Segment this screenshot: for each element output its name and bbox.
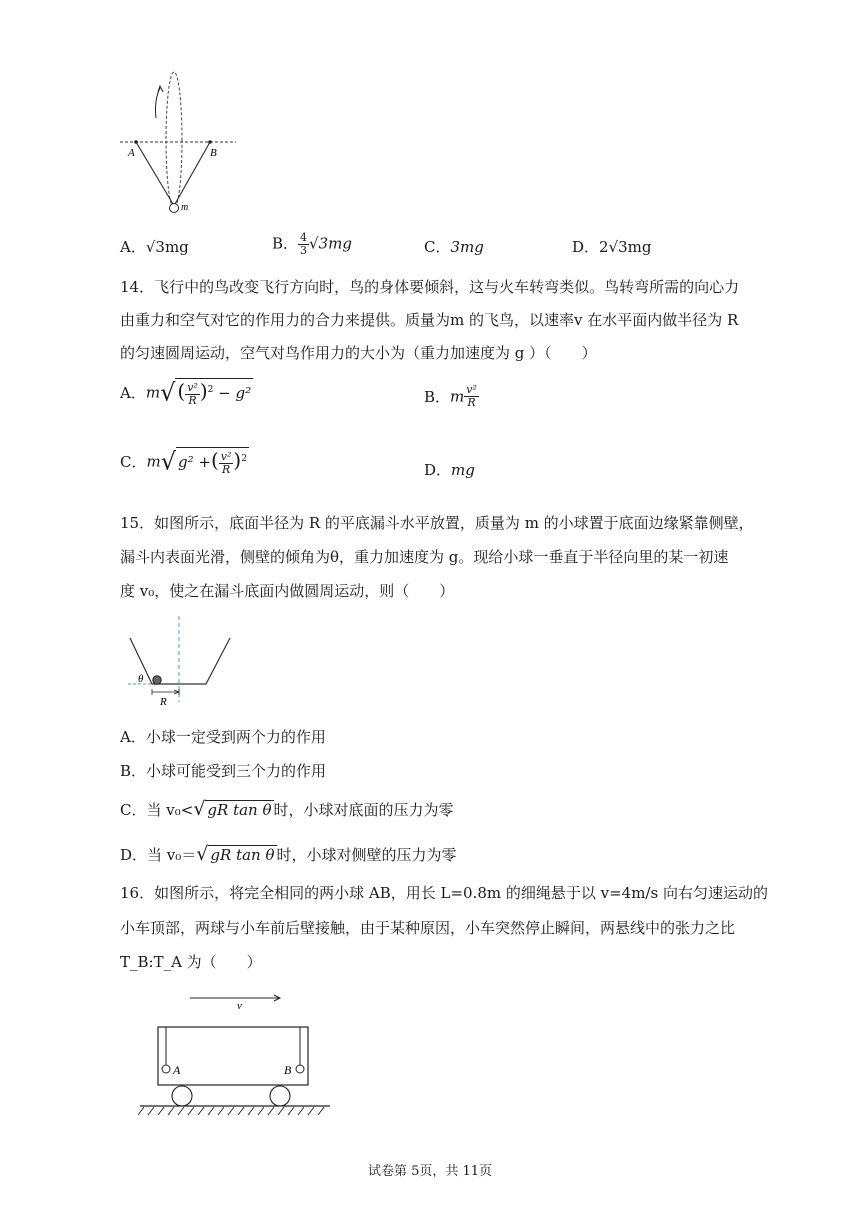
q15-stem-line3: 度 v₀，使之在漏斗底面内做圆周运动，则（ ） bbox=[120, 582, 455, 600]
q15-option-b[interactable]: B．小球可能受到三个力的作用 bbox=[120, 762, 327, 780]
q14-option-a[interactable]: A．m√ ( $\frac{\text{v²}}{R}$ )$^2$ − g² bbox=[120, 378, 252, 407]
sqrt-radicand: g² +( $\frac{\text{v²}}{R}$ )$^2$ bbox=[178, 448, 247, 476]
q13-label-a: A bbox=[128, 147, 135, 159]
sqrt-radicand: gR tan θ bbox=[210, 846, 275, 864]
q14-stem-line2: 由重力和空气对它的作用力的合力来提供。质量为m 的飞鸟，以速率v 在水平面内做半径为 R bbox=[120, 311, 739, 329]
q16-label-v: v bbox=[237, 1000, 242, 1012]
sqrt-radicand: ( $\frac{\text{v²}}{R}$ )$^2$ − g² bbox=[177, 379, 252, 407]
page-footer: 试卷第 5页，共 11页 bbox=[367, 1164, 493, 1179]
q15-label-r: R bbox=[160, 696, 167, 708]
q16-stem-line3: T_B:T_A 为（ ） bbox=[120, 953, 262, 971]
fraction: $\frac{4}{3}$ bbox=[300, 231, 308, 257]
q16-label-b: B bbox=[284, 1063, 292, 1077]
q15-option-d[interactable]: D．当 v₀＝√ gR tan θ 时，小球对侧壁的压力为零 bbox=[120, 843, 457, 865]
q13-option-d[interactable]: D．2√3mg bbox=[572, 238, 652, 256]
q15-option-a[interactable]: A．小球一定受到两个力的作用 bbox=[120, 728, 326, 746]
q14-stem-line1: 14．飞行中的鸟改变飞行方向时，鸟的身体要倾斜，这与火车转弯类似。鸟转弯所需的向心力 bbox=[120, 278, 740, 296]
q15-funnel-figure bbox=[122, 616, 234, 708]
q15-stem-line2: 漏斗内表面光滑，侧壁的倾角为θ，重力加速度为 g。现给小球一垂直于半径向里的某一初速 bbox=[120, 548, 729, 566]
q13-figure bbox=[118, 70, 238, 215]
q15-option-c[interactable]: C．当 v₀<√ gR tan θ 时，小球对底面的压力为零 bbox=[120, 798, 454, 820]
q15-label-theta: θ bbox=[138, 673, 144, 685]
sqrt-radicand: gR tan θ bbox=[207, 801, 272, 819]
q14-option-d[interactable]: D．mg bbox=[424, 461, 475, 479]
q14-stem-line3: 的匀速圆周运动，空气对鸟作用力的大小为（重力加速度为 g ）（ ） bbox=[120, 344, 597, 362]
q14-option-b[interactable]: B．m $\frac{\text{v²}}{R}$ bbox=[424, 383, 477, 409]
q13-option-c[interactable]: C．3mg bbox=[424, 238, 484, 256]
fraction: $\frac{\text{v²}}{R}$ bbox=[466, 383, 477, 409]
q13-option-a[interactable]: A．√3mg bbox=[120, 238, 189, 256]
q13-label-b: B bbox=[210, 147, 217, 159]
q13-label-m: m bbox=[181, 202, 189, 213]
q16-stem-line2: 小车顶部，两球与小车前后壁接触，由于某种原因，小车突然停止瞬间，两悬线中的张力之比 bbox=[120, 919, 736, 937]
q14-option-c[interactable]: C．m√ g² +( $\frac{\text{v²}}{R}$ )$^2$ bbox=[120, 447, 247, 476]
q13-option-b[interactable]: B． $\frac{4}{3}$ √3mg bbox=[272, 231, 352, 257]
q16-cart-figure bbox=[138, 990, 334, 1122]
q16-label-a: A bbox=[173, 1063, 181, 1077]
q15-stem-line1: 15．如图所示，底面半径为 R 的平底漏斗水平放置，质量为 m 的小球置于底面边缘紧靠侧壁， bbox=[120, 514, 754, 532]
q16-stem-line1: 16．如图所示，将完全相同的两小球 AB，用长 L=0.8m 的细绳悬于以 v=4m/s 向右匀速运动的 bbox=[120, 884, 768, 902]
